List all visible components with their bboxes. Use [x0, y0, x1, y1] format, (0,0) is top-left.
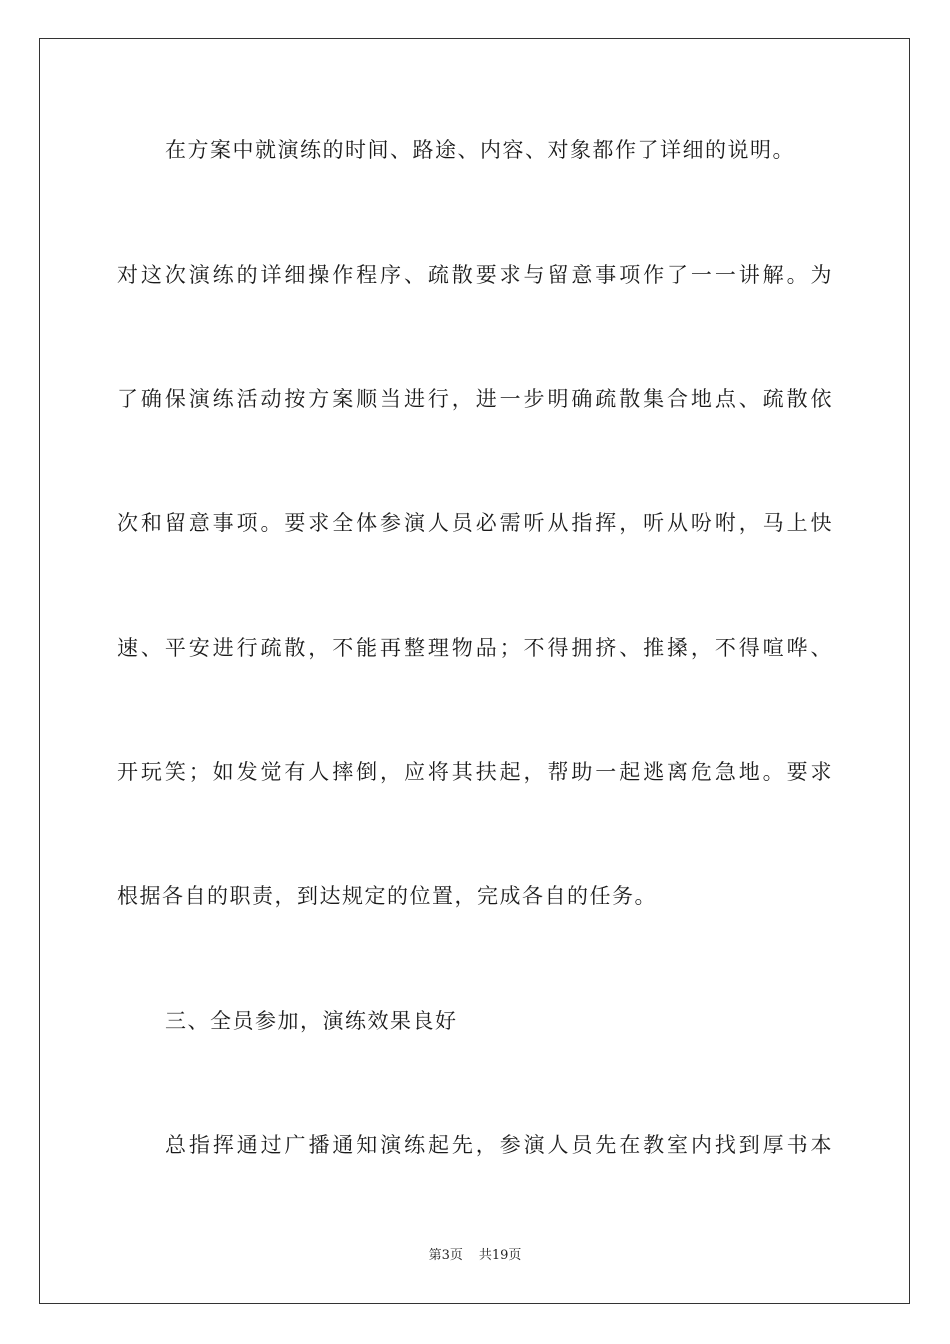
paragraph-line-2: 对这次演练的详细操作程序、疏散要求与留意事项作了一一讲解。为	[117, 263, 833, 287]
paragraph-line-7: 根据各自的职责，到达规定的位置，完成各自的任务。	[117, 884, 657, 908]
paragraph-line-6: 开玩笑；如发觉有人摔倒，应将其扶起，帮助一起逃离危急地。要求	[117, 760, 833, 784]
paragraph-line-1: 在方案中就演练的时间、路途、内容、对象都作了详细的说明。	[165, 138, 795, 162]
page-total: 共19页	[478, 1248, 522, 1263]
paragraph-line-4: 次和留意事项。要求全体参演人员必需听从指挥，听从吩咐，马上快	[117, 511, 833, 535]
paragraph-line-9: 总指挥通过广播通知演练起先，参演人员先在教室内找到厚书本	[165, 1133, 833, 1157]
page-number: 第3页	[428, 1248, 463, 1263]
section-heading: 三、全员参加，演练效果良好	[165, 1009, 458, 1033]
paragraph-line-5: 速、平安进行疏散，不能再整理物品；不得拥挤、推搡，不得喧哗、	[117, 636, 833, 660]
page-footer	[0, 1247, 950, 1265]
page-border	[39, 38, 910, 1304]
paragraph-line-3: 了确保演练活动按方案顺当进行，进一步明确疏散集合地点、疏散依	[117, 387, 833, 411]
